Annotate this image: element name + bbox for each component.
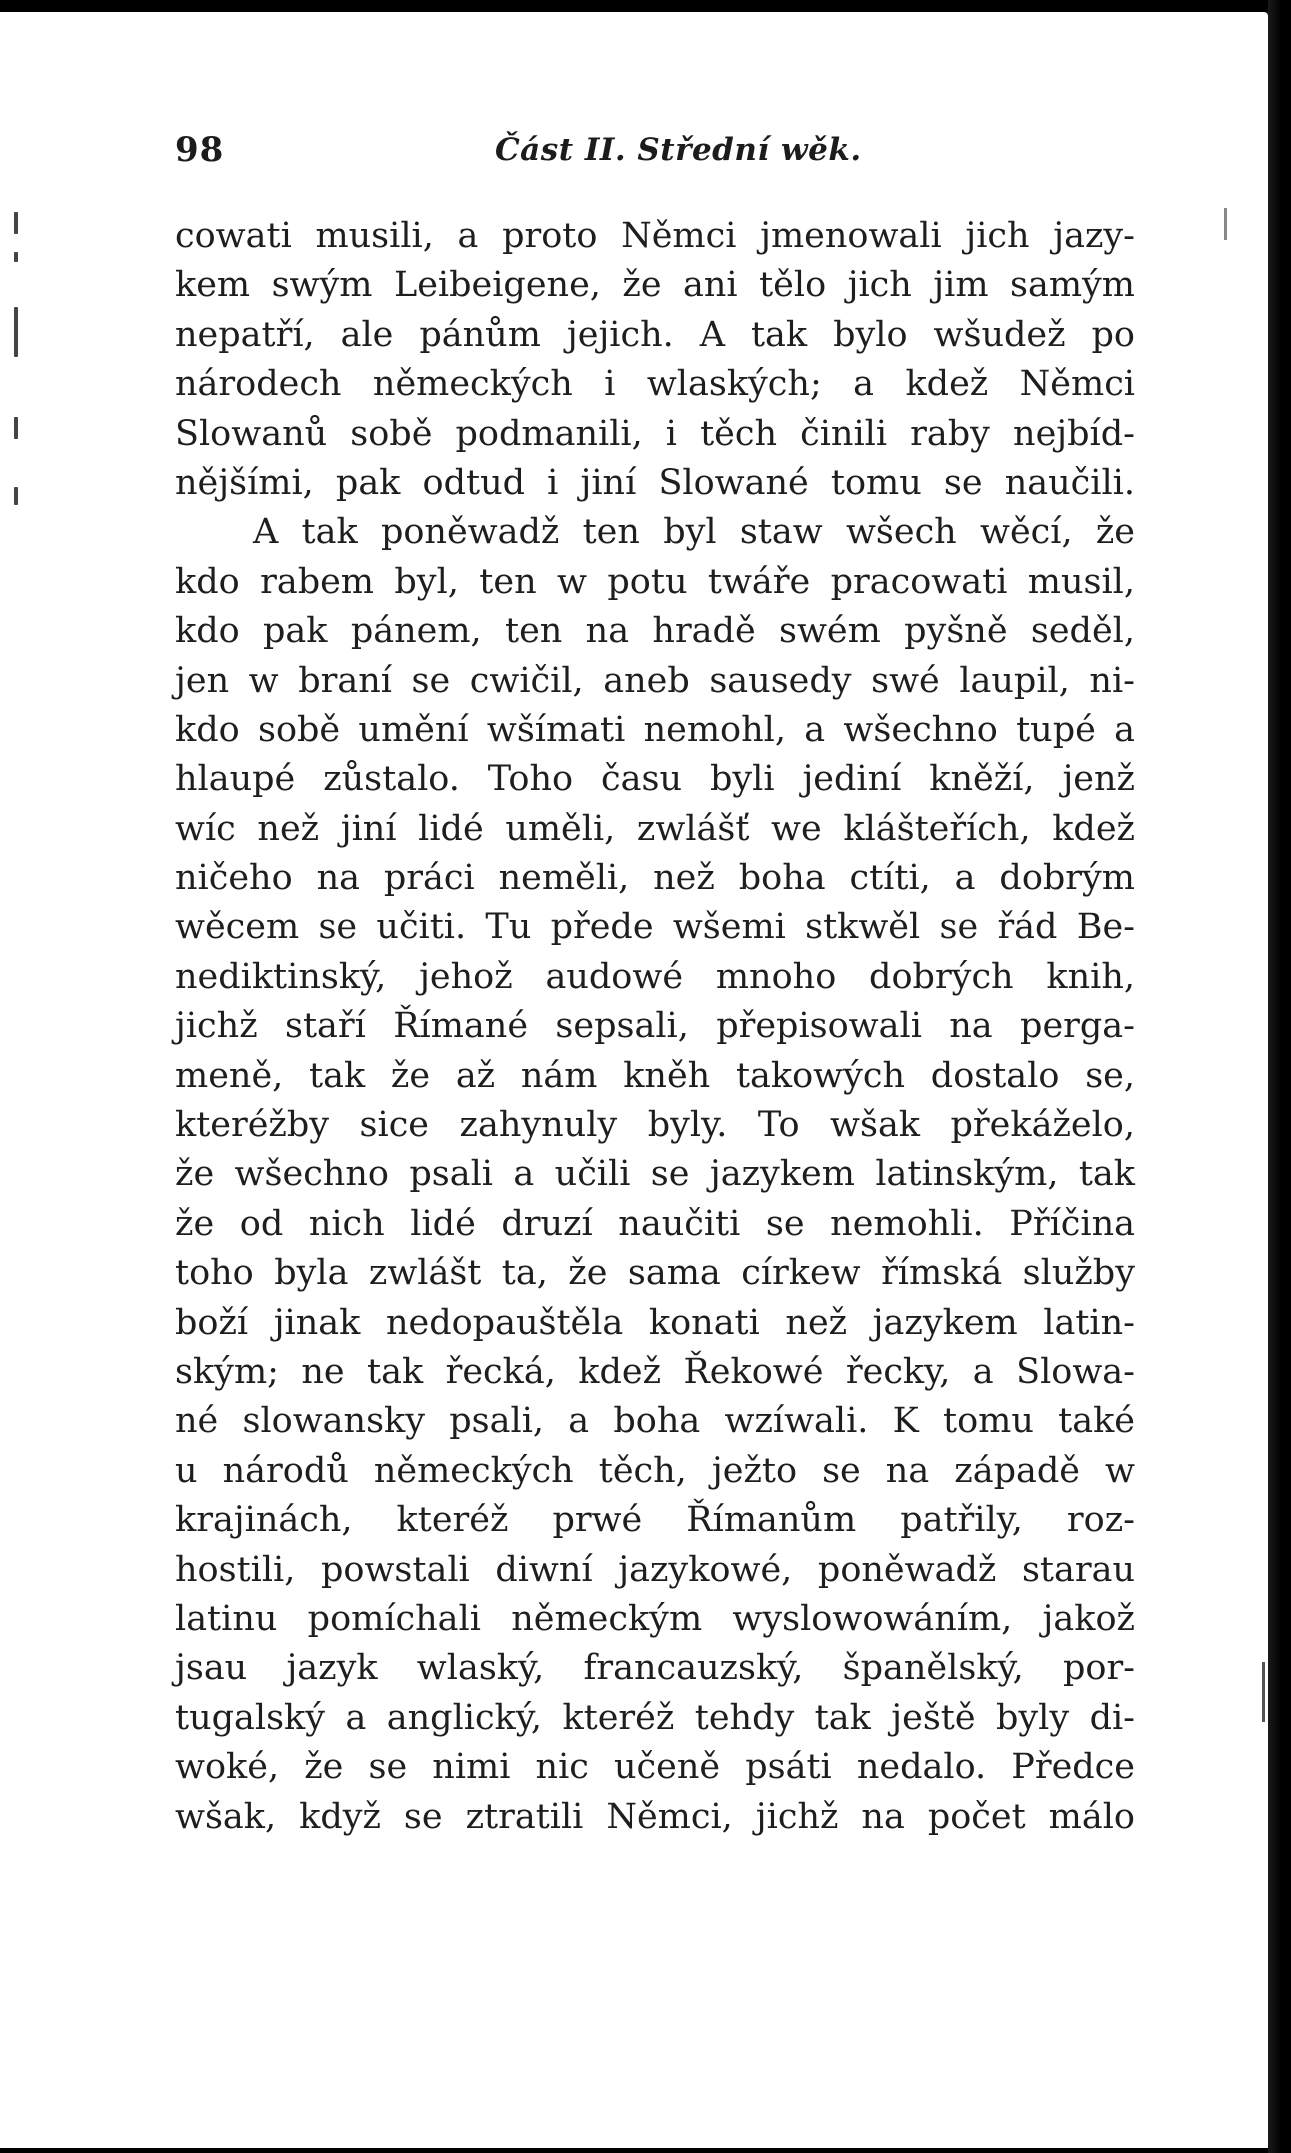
text-line: woké, že se nimi nic učeně psáti nedalo. Předce xyxy=(175,1747,1135,1788)
left-margin-marks xyxy=(0,212,30,512)
text-line: krajinách, kteréž prwé Římanům patřily, roz- xyxy=(175,1500,1135,1541)
text-line: kdo rabem byl, ten w potu twáře pracowati musil, xyxy=(175,561,1135,602)
text-line: kdo pak pánem, ten na hradě swém pyšně seděl, xyxy=(175,611,1135,652)
text-line: hlaupé zůstalo. Toho času byli jediní kněží, jenž xyxy=(175,759,1135,800)
text-line: že od nich lidé druzí naučiti se nemohli. Příčina xyxy=(175,1203,1135,1244)
text-line: A tak poněwadž ten byl staw wšech wěcí, že xyxy=(253,512,1135,553)
text-line: né slowansky psali, a boha wzíwali. K tomu také xyxy=(175,1401,1135,1442)
margin-mark xyxy=(14,212,18,234)
text-line: cowati musili, a proto Němci jmenowali jich jazy- xyxy=(175,216,1135,256)
margin-mark xyxy=(14,487,18,505)
page-header xyxy=(175,130,1075,180)
text-line: jsau jazyk wlaský, francauzský, španělský, por- xyxy=(175,1648,1135,1689)
text-line: ským; ne tak řecká, kdež Řekowé řecky, a Slowa- xyxy=(175,1351,1135,1392)
text-line: kem swým Leibeigene, že ani tělo jich jim samým xyxy=(175,265,1135,306)
text-line: hostili, powstali diwní jazykowé, poněwadž starau xyxy=(175,1549,1135,1590)
margin-mark xyxy=(14,252,18,262)
text-line: Slowanů sobě podmanili, i těch činili raby nejbíd- xyxy=(175,413,1135,454)
text-line: nediktinský, jehož audowé mnoho dobrých knih, xyxy=(175,956,1135,997)
scan-right-edge xyxy=(1268,0,1291,2153)
book-page xyxy=(0,12,1268,2148)
running-head: Část II. Střední wěk. xyxy=(495,132,862,168)
text-line: že wšechno psali a učili se jazykem latinským, tak xyxy=(175,1154,1135,1195)
text-line: wěcem se učiti. Tu přede wšemi stkwěl se řád Be- xyxy=(175,907,1135,948)
text-line: nějšími, pak odtud i jiní Slowané tomu se naučili. xyxy=(175,462,1135,503)
margin-mark xyxy=(14,417,18,439)
text-line: toho byla zwlášt ta, že sama církew římská služby xyxy=(175,1253,1135,1294)
text-line: jen w braní se cwičil, aneb sausedy swé laupil, ni- xyxy=(175,660,1135,701)
margin-tick xyxy=(1262,1662,1265,1722)
text-line: jichž staří Římané sepsali, přepisowali na perga- xyxy=(175,1006,1135,1047)
margin-tick xyxy=(1224,208,1227,240)
text-line: tugalský a anglický, kteréž tehdy tak ještě byly di- xyxy=(175,1697,1135,1738)
body-text xyxy=(175,212,1135,1842)
text-line: latinu pomíchali německým wyslowowáním, jakož xyxy=(175,1598,1135,1639)
page-number: 98 xyxy=(175,130,225,170)
text-line: boží jinak nedopauštěla konati než jazykem latin- xyxy=(175,1302,1135,1343)
text-line: národech německých i wlaských; a kdež Němci xyxy=(175,364,1135,405)
margin-mark xyxy=(14,307,18,357)
text-line: meně, tak že až nám kněh takowých dostalo se, xyxy=(175,1055,1135,1096)
text-line: kteréžby sice zahynuly byly. To wšak překáželo, xyxy=(175,1105,1135,1146)
text-line: u národů německých těch, ježto se na západě w xyxy=(175,1450,1135,1491)
text-line: ničeho na práci neměli, než boha ctíti, a dobrým xyxy=(175,858,1135,899)
text-line: wíc než jiní lidé uměli, zwlášť we klášteřích, kdež xyxy=(175,808,1135,849)
text-line: nepatří, ale pánům jejich. A tak bylo wšudež po xyxy=(175,314,1135,355)
text-line: wšak, když se ztratili Němci, jichž na počet málo xyxy=(175,1796,1135,1837)
text-line: kdo sobě umění wšímati nemohl, a wšechno tupé a xyxy=(175,709,1135,750)
